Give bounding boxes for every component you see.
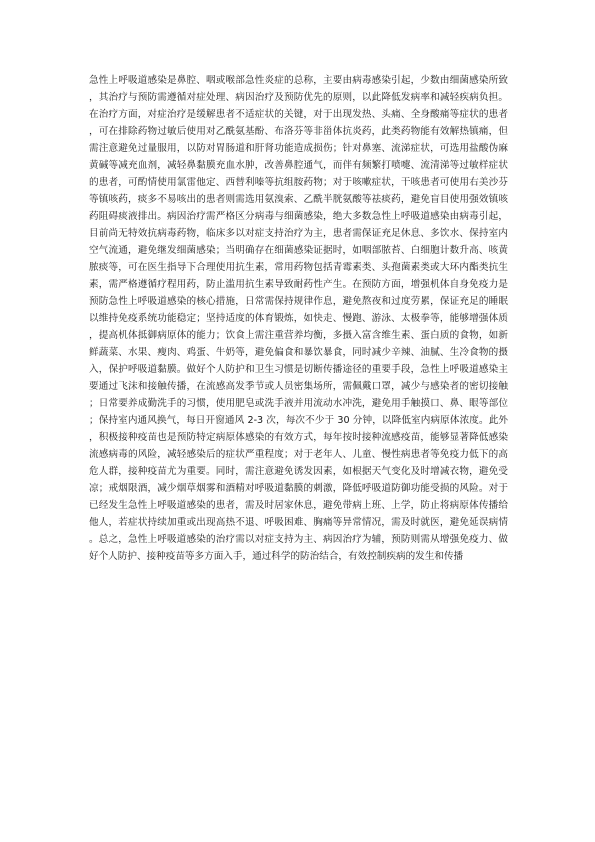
body-paragraph: 急性上呼吸道感染是鼻腔、咽或喉部急性炎症的总称，主要由病毒感染引起，少数由细菌感染所致，其治疗与预防需遵循对症处理、病因治疗及预防优先的原则，以此降低发病率和减轻疾病负担。在治疗方面，对症治疗是缓解患者不适症状的关键，对于出现发热、头痛、全身酸痛等症状的患者，可在排除药物过敏后使用对乙酰氨基酚、布洛芬等非甾体抗炎药，此类药物能有效解热镇痛，但需注意避免过量服用，以防对胃肠道和肝肾功能造成损伤；针对鼻塞、流涕症状，可选用盐酸伪麻黄碱等减充血剂，减轻鼻黏膜充血水肿，改善鼻腔通气，而伴有频繁打喷嚏、流清涕等过敏样症状的患者，可酌情使用氯雷他定、西替利嗪等抗组胺药物；对于咳嗽症状，干咳患者可使用右美沙芬等镇咳药，痰多不易咳出的患者则需选用氨溴索、乙酰半胱氨酸等祛痰药，避免盲目使用强效镇咳药阻碍痰液排出。病因治疗需严格区分病毒与细菌感染，绝大多数急性上呼吸道感染由病毒引起，目前尚无特效抗病毒药物，临床多以对症支持治疗为主，患者需保证充足休息、多饮水、保持室内空气流通，避免继发细菌感染；当明确存在细菌感染证据时，如咽部脓苔、白细胞计数升高、咳黄脓痰等，可在医生指导下合理使用抗生素，常用药物包括青霉素类、头孢菌素类或大环内酯类抗生素，需严格遵循疗程用药，防止滥用抗生素导致耐药性产生。在预防方面，增强机体自身免疫力是预防急性上呼吸道感染的核心措施，日常需保持规律作息，避免熬夜和过度劳累，保证充足的睡眠以维持免疫系统功能稳定；坚持适度的体育锻炼，如快走、慢跑、游泳、太极拳等，能够增强体质，提高机体抵御病原体的能力；饮食上需注重营养均衡，多摄入富含维生素、蛋白质的食物，如新鲜蔬菜、水果、瘦肉、鸡蛋、牛奶等，避免偏食和暴饮暴食，同时减少辛辣、油腻、生冷食物的摄入，保护呼吸道黏膜。做好个人防护和卫生习惯是切断传播途径的重要手段，急性上呼吸道感染主要通过飞沫和接触传播，在流感高发季节或人员密集场所，需佩戴口罩，减少与感染者的密切接触；日常要养成勤洗手的习惯，使用肥皂或洗手液并用流动水冲洗，避免用手触摸口、鼻、眼等部位；保持室内通风换气，每日开窗通风 2-3 次，每次不少于 30 分钟，以降低室内病原体浓度。此外，积极接种疫苗也是预防特定病原体感染的有效方式，每年按时接种流感疫苗，能够显著降低感染流感病毒的风险，减轻感染后的症状严重程度；对于老年人、儿童、慢性病患者等免疫力低下的高危人群，接种疫苗尤为重要。同时，需注意避免诱发因素，如根据天气变化及时增减衣物，避免受凉；戒烟限酒，减少烟草烟雾和酒精对呼吸道黏膜的刺激，降低呼吸道防御功能受损的风险。对于已经发生急性上呼吸道感染的患者，需及时居家休息，避免带病上班、上学，防止将病原体传播给他人，若症状持续加重或出现高热不退、呼吸困难、胸痛等异常情况，需及时就医，避免延误病情。总之，急性上呼吸道感染的治疗需以对症支持为主、病因治疗为辅，预防则需从增强免疫力、做好个人防护、接种疫苗等多方面入手，通过科学的防治结合，有效控制疾病的发生和传播 [89,75,508,562]
